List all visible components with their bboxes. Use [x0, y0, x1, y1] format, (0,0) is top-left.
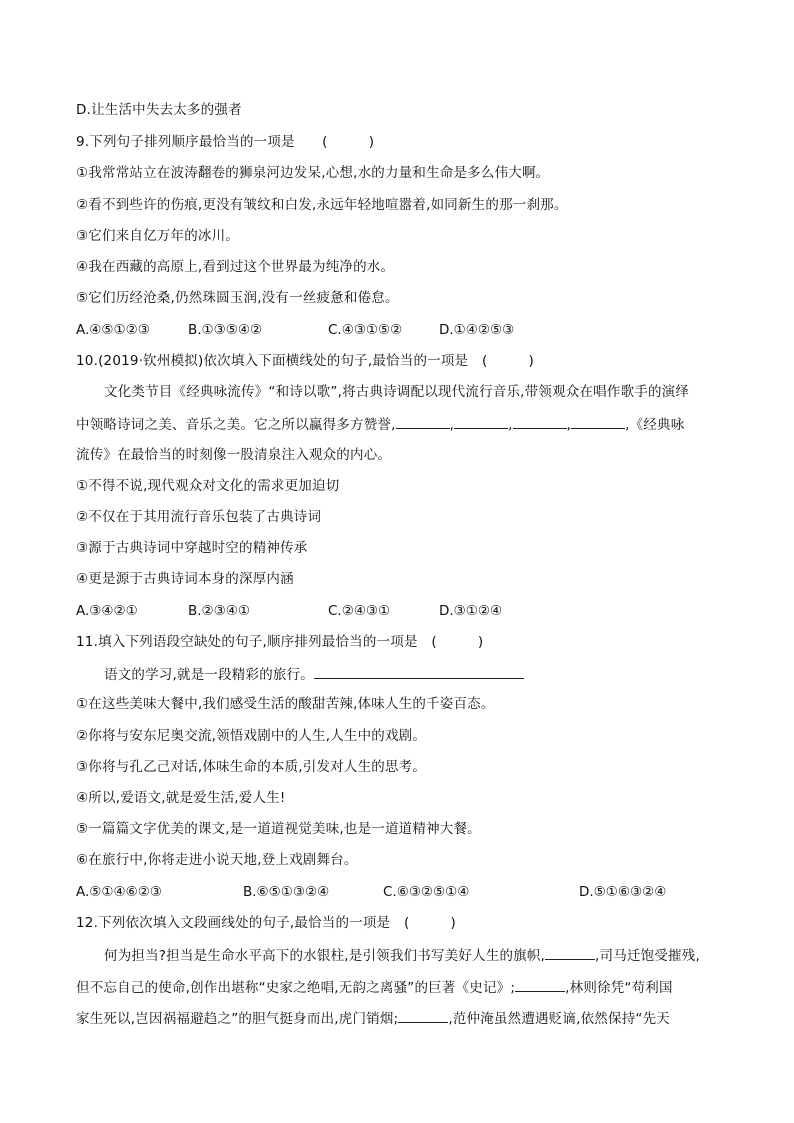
q12-passage-line-2 — [76, 977, 673, 997]
q11-option-b: B.⑥⑤①③②④ — [243, 884, 330, 900]
q12-passage-text-1b: ,司马迁饱受摧残, — [595, 948, 700, 964]
q10-passage-text-a: 中领略诗词之美、音乐之美。它之所以赢得多方赞誉, — [76, 417, 396, 433]
q11-sentence-1: ①在这些美味大餐中,我们感受生活的酸甜苦辣,体味人生的千姿百态。 — [76, 696, 495, 712]
q10-option-d: D.③①②④ — [439, 603, 503, 619]
q10-option-c: C.②④③① — [328, 603, 391, 619]
q9-sentence-3: ③它们来自亿万年的冰川。 — [76, 228, 240, 244]
q11-sentence-6: ⑥在旅行中,你将走进小说天地,登上戏剧舞台。 — [76, 852, 358, 868]
q11-sentence-5: ⑤一篇篇文字优美的课文,是一道道视觉美味,也是一道道精神大餐。 — [76, 821, 481, 837]
q9-sentence-4: ④我在西藏的高原上,看到过这个世界最为纯净的水。 — [76, 259, 395, 275]
q12-passage-text-1a: 何为担当?担当是生命水平高下的水银柱,是引领我们书写美好人生的旗帜, — [104, 948, 546, 964]
q11-sentence-4: ④所以,爱语文,就是爱生活,爱人生! — [76, 790, 286, 806]
q11-passage — [104, 664, 524, 684]
q11-sentence-3: ③你将与孔乙己对话,体味生命的本质,引发对人生的思考。 — [76, 759, 427, 775]
q10-passage-line-1: 文化类节目《经典咏流传》“和诗以歌”,将古典诗调配以现代流行音乐,带领观众在唱作歌手的演绎 — [104, 384, 690, 400]
q10-sentence-1: ①不得不说,现代观众对文化的需求更加迫切 — [76, 478, 340, 494]
q10-sentence-3: ③源于古典诗词中穿越时空的精神传承 — [76, 540, 308, 556]
q9-option-b: B.①③⑤④② — [188, 322, 263, 338]
q10-passage-line-2: 中领略诗词之美、音乐之美。它之所以赢得多方赞誉, , , , ,《经典咏 — [76, 414, 684, 434]
q10-option-a: A.③④②① — [76, 603, 138, 619]
question-12-stem: 12.下列依次填入文段画线处的句子,最恰当的一项是 ( ) — [76, 915, 456, 931]
question-9-stem: 9.下列句子排列顺序最恰当的一项是 ( ) — [76, 134, 375, 150]
q11-option-c: C.⑥③②⑤①④ — [383, 884, 470, 900]
q12-blank-3 — [398, 1008, 448, 1023]
q10-sentence-2: ②不仅在于其用流行音乐包装了古典诗词 — [76, 509, 322, 525]
q12-passage-text-2b: ,林则徐凭“苟利国 — [565, 980, 673, 996]
question-11-stem: 11.填入下列语段空缺处的句子,顺序排列最恰当的一项是 ( ) — [76, 634, 484, 650]
q11-blank — [314, 664, 524, 679]
blank-3 — [513, 414, 567, 429]
q10-passage-text-b: 《经典咏 — [629, 417, 685, 433]
q10-passage-line-3: 流传》在最恰当的时刻像一股清泉注入观众的内心。 — [76, 447, 392, 463]
q11-passage-text: 语文的学习,就是一段精彩的旅行。 — [104, 667, 314, 683]
blank-4 — [571, 414, 625, 429]
q9-sentence-1: ①我常常站立在波涛翻卷的狮泉河边发呆,心想,水的力量和生命是多么伟大啊。 — [76, 165, 550, 181]
q12-passage-text-3a: 家生死以,岂因祸福避趋之”的胆气挺身而出,虎门销烟; — [76, 1011, 399, 1027]
q12-passage-line-3 — [76, 1008, 670, 1028]
blank-1 — [396, 414, 450, 429]
q12-passage-text-2a: 但不忘自己的使命,创作出堪称“史家之绝唱,无韵之离骚”的巨著《史记》; — [76, 980, 516, 996]
q12-passage-line-1 — [104, 945, 700, 965]
blank-2 — [454, 414, 508, 429]
q9-option-a: A.④⑤①②③ — [76, 322, 150, 338]
q12-blank-2 — [515, 977, 565, 992]
q10-option-b: B.②③④① — [188, 603, 250, 619]
q9-sentence-5: ⑤它们历经沧桑,仍然珠圆玉润,没有一丝疲惫和倦怠。 — [76, 290, 399, 306]
q10-sentence-4: ④更是源于古典诗词本身的深厚内涵 — [76, 571, 294, 587]
q12-passage-text-3b: ,范仲淹虽然遭遇贬谪,依然保持“先天 — [448, 1011, 671, 1027]
option-d-previous: D.让生活中失去太多的强者 — [76, 102, 242, 118]
q11-option-a: A.⑤①④⑥②③ — [76, 884, 162, 900]
q9-option-d: D.①④②⑤③ — [439, 322, 515, 338]
q9-option-c: C.④③①⑤② — [328, 322, 403, 338]
q11-sentence-2: ②你将与安东尼奥交流,领悟戏剧中的人生,人生中的戏剧。 — [76, 728, 427, 744]
question-10-stem: 10.(2019·钦州模拟)依次填入下面横线处的句子,最恰当的一项是 ( ) — [76, 353, 534, 369]
q12-blank-1 — [545, 945, 595, 960]
q11-option-d: D.⑤①⑥③②④ — [579, 884, 667, 900]
q9-sentence-2: ②看不到些许的伤痕,更没有皱纹和白发,永远年轻地喧嚣着,如同新生的那一刹那。 — [76, 197, 568, 213]
